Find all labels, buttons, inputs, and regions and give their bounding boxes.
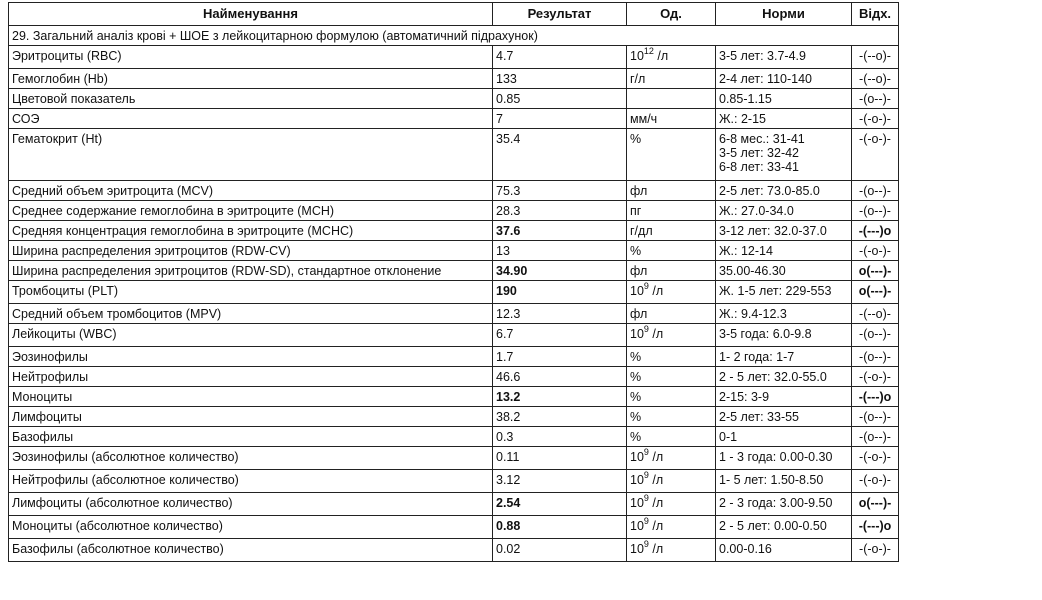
unit-tail: /л — [657, 49, 669, 63]
test-result: 46.6 — [493, 367, 627, 387]
test-name: Лимфоциты — [9, 407, 493, 427]
test-result: 75.3 — [493, 181, 627, 201]
test-unit — [627, 516, 716, 539]
test-norms — [716, 347, 852, 367]
test-unit — [627, 46, 716, 69]
test-name: Базофилы — [9, 427, 493, 447]
test-unit — [627, 539, 716, 562]
test-name: Моноциты — [9, 387, 493, 407]
test-result: 38.2 — [493, 407, 627, 427]
test-deviation: -(о--)- — [852, 427, 899, 447]
table-row — [9, 221, 899, 241]
norm-line: 0.85-1.15 — [719, 92, 772, 106]
test-name: СОЭ — [9, 109, 493, 129]
lab-results-table — [8, 2, 899, 562]
test-result: 35.4 — [493, 129, 627, 181]
test-deviation: -(-о-)- — [852, 367, 899, 387]
test-name: Средняя концентрация гемоглобина в эритроците (MCHC) — [9, 221, 493, 241]
table-row — [9, 427, 899, 447]
test-result: 13.2 — [493, 387, 627, 407]
norm-line: 3-12 лет: 32.0-37.0 — [719, 224, 827, 238]
table-row — [9, 347, 899, 367]
test-norms — [716, 69, 852, 89]
test-norms — [716, 221, 852, 241]
unit-base: 10 — [630, 49, 644, 63]
test-name: Средний объем эритроцита (MCV) — [9, 181, 493, 201]
test-deviation: -(о--)- — [852, 181, 899, 201]
table-row — [9, 181, 899, 201]
norm-line: 1- 5 лет: 1.50-8.50 — [719, 473, 824, 487]
header-unit: Од. — [627, 3, 716, 26]
table-row — [9, 69, 899, 89]
unit-base: 10 — [630, 542, 644, 556]
unit-tail: /л — [652, 473, 664, 487]
test-unit: г/л — [627, 69, 716, 89]
norm-line: 0-1 — [719, 430, 738, 444]
test-norms — [716, 427, 852, 447]
test-deviation: -(о--)- — [852, 324, 899, 347]
unit-exponent: 12 — [643, 45, 654, 56]
test-deviation: -(---)о — [852, 387, 899, 407]
test-result: 0.3 — [493, 427, 627, 447]
test-name: Базофилы (абсолютное количество) — [9, 539, 493, 562]
table-row — [9, 493, 899, 516]
norm-line: 3-5 года: 6.0-9.8 — [719, 327, 812, 341]
test-norms — [716, 89, 852, 109]
test-deviation: -(--о)- — [852, 46, 899, 69]
unit-base: 10 — [630, 496, 644, 510]
test-unit: % — [627, 241, 716, 261]
table-row — [9, 46, 899, 69]
test-norms — [716, 516, 852, 539]
test-deviation: -(--о)- — [852, 304, 899, 324]
test-result: 13 — [493, 241, 627, 261]
lab-results-document — [8, 2, 899, 562]
test-deviation: о(---)- — [852, 281, 899, 304]
norm-line: Ж.: 27.0-34.0 — [719, 204, 794, 218]
test-unit: мм/ч — [627, 109, 716, 129]
header-name: Найменування — [9, 3, 493, 26]
header-deviation: Відх. — [852, 3, 899, 26]
test-result: 7 — [493, 109, 627, 129]
table-row — [9, 281, 899, 304]
table-row — [9, 407, 899, 427]
norm-line: 2-5 лет: 33-55 — [719, 410, 800, 424]
test-result: 0.88 — [493, 516, 627, 539]
table-row — [9, 516, 899, 539]
test-norms — [716, 129, 852, 181]
test-name: Эозинофилы (абсолютное количество) — [9, 447, 493, 470]
test-norms — [716, 493, 852, 516]
test-norms — [716, 181, 852, 201]
test-norms — [716, 387, 852, 407]
test-name: Лимфоциты (абсолютное количество) — [9, 493, 493, 516]
test-name: Гематокрит (Ht) — [9, 129, 493, 181]
table-row — [9, 367, 899, 387]
table-row — [9, 470, 899, 493]
test-norms — [716, 539, 852, 562]
table-row — [9, 261, 899, 281]
test-name: Гемоглобин (Hb) — [9, 69, 493, 89]
norm-line: 1- 2 года: 1-7 — [719, 350, 795, 364]
section-row — [9, 26, 899, 46]
unit-exponent: 9 — [643, 446, 649, 457]
test-norms — [716, 304, 852, 324]
table-row — [9, 539, 899, 562]
test-name: Эозинофилы — [9, 347, 493, 367]
test-deviation: -(-о-)- — [852, 241, 899, 261]
table-row — [9, 89, 899, 109]
test-unit — [627, 470, 716, 493]
norm-line: 6-8 мес.: 31-41 — [719, 132, 805, 146]
unit-tail: /л — [652, 450, 664, 464]
test-result: 0.11 — [493, 447, 627, 470]
test-deviation: о(---)- — [852, 493, 899, 516]
norm-line: 2 - 3 года: 3.00-9.50 — [719, 496, 833, 510]
norm-line: 2-5 лет: 73.0-85.0 — [719, 184, 820, 198]
header-row — [9, 3, 899, 26]
header-norms: Норми — [716, 3, 852, 26]
test-result: 2.54 — [493, 493, 627, 516]
test-unit: фл — [627, 304, 716, 324]
test-unit — [627, 89, 716, 109]
unit-base: 10 — [630, 519, 644, 533]
norm-line: 2 - 5 лет: 0.00-0.50 — [719, 519, 827, 533]
norm-line: Ж.: 9.4-12.3 — [719, 307, 787, 321]
test-result: 133 — [493, 69, 627, 89]
test-deviation: -(---)о — [852, 516, 899, 539]
unit-exponent: 9 — [643, 469, 649, 480]
test-result: 190 — [493, 281, 627, 304]
unit-tail: /л — [652, 542, 664, 556]
test-norms — [716, 407, 852, 427]
unit-tail: /л — [652, 327, 664, 341]
unit-exponent: 9 — [643, 280, 649, 291]
unit-base: 10 — [630, 327, 644, 341]
test-unit: г/дл — [627, 221, 716, 241]
test-unit: фл — [627, 261, 716, 281]
table-row — [9, 109, 899, 129]
test-result: 0.85 — [493, 89, 627, 109]
table-row — [9, 201, 899, 221]
test-result: 0.02 — [493, 539, 627, 562]
norm-line: Ж. 1-5 лет: 229-553 — [719, 284, 832, 298]
test-deviation: -(о--)- — [852, 407, 899, 427]
table-row — [9, 304, 899, 324]
test-deviation: -(-о-)- — [852, 470, 899, 493]
test-result: 28.3 — [493, 201, 627, 221]
test-norms — [716, 470, 852, 493]
test-name: Лейкоциты (WBC) — [9, 324, 493, 347]
header-result: Результат — [493, 3, 627, 26]
test-unit — [627, 324, 716, 347]
test-name: Нейтрофилы — [9, 367, 493, 387]
table-row — [9, 387, 899, 407]
unit-exponent: 9 — [643, 515, 649, 526]
test-unit: пг — [627, 201, 716, 221]
norm-line: 2-4 лет: 110-140 — [719, 72, 812, 86]
test-deviation: -(о--)- — [852, 347, 899, 367]
norm-line: 6-8 лет: 33-41 — [719, 160, 800, 174]
test-norms — [716, 324, 852, 347]
test-unit: % — [627, 407, 716, 427]
unit-exponent: 9 — [643, 492, 649, 503]
test-deviation: -(-о-)- — [852, 447, 899, 470]
test-name: Эритроциты (RBC) — [9, 46, 493, 69]
test-deviation: -(-о-)- — [852, 539, 899, 562]
norm-line: Ж.: 12-14 — [719, 244, 773, 258]
test-norms — [716, 447, 852, 470]
table-row — [9, 241, 899, 261]
unit-base: 10 — [630, 473, 644, 487]
unit-exponent: 9 — [643, 538, 649, 549]
table-row — [9, 129, 899, 181]
unit-tail: /л — [652, 519, 664, 533]
test-unit — [627, 493, 716, 516]
test-unit: % — [627, 347, 716, 367]
norm-line: 2 - 5 лет: 32.0-55.0 — [719, 370, 827, 384]
test-name: Нейтрофилы (абсолютное количество) — [9, 470, 493, 493]
test-norms — [716, 201, 852, 221]
norm-line: 2-15: 3-9 — [719, 390, 770, 404]
results-body — [9, 26, 899, 562]
unit-tail: /л — [652, 284, 664, 298]
norm-line: 35.00-46.30 — [719, 264, 786, 278]
section-title: 29. Загальний аналіз крові + ШОЕ з лейкоцитарною формулою (автоматичний підрахунок) — [9, 26, 899, 46]
test-name: Средний объем тромбоцитов (MPV) — [9, 304, 493, 324]
test-name: Ширина распределения эритроцитов (RDW-CV) — [9, 241, 493, 261]
unit-base: 10 — [630, 284, 644, 298]
test-deviation: -(--о)- — [852, 69, 899, 89]
test-deviation: -(---)о — [852, 221, 899, 241]
test-deviation: -(-о-)- — [852, 129, 899, 181]
test-deviation: -(о--)- — [852, 89, 899, 109]
test-norms — [716, 367, 852, 387]
norm-line: 0.00-0.16 — [719, 542, 772, 556]
norm-line: 3-5 лет: 32-42 — [719, 146, 800, 160]
test-result: 37.6 — [493, 221, 627, 241]
norm-line: 3-5 лет: 3.7-4.9 — [719, 49, 806, 63]
test-name: Моноциты (абсолютное количество) — [9, 516, 493, 539]
test-result: 6.7 — [493, 324, 627, 347]
unit-base: 10 — [630, 450, 644, 464]
test-norms — [716, 281, 852, 304]
test-deviation: -(-о-)- — [852, 109, 899, 129]
test-unit: % — [627, 367, 716, 387]
table-row — [9, 324, 899, 347]
test-name: Среднее содержание гемоглобина в эритроците (MCH) — [9, 201, 493, 221]
test-name: Тромбоциты (PLT) — [9, 281, 493, 304]
test-result: 4.7 — [493, 46, 627, 69]
unit-exponent: 9 — [643, 323, 649, 334]
unit-tail: /л — [652, 496, 664, 510]
norm-line: Ж.: 2-15 — [719, 112, 766, 126]
test-unit: % — [627, 129, 716, 181]
test-deviation: -(о--)- — [852, 201, 899, 221]
test-norms — [716, 109, 852, 129]
test-result: 12.3 — [493, 304, 627, 324]
test-unit: % — [627, 427, 716, 447]
test-result: 34.90 — [493, 261, 627, 281]
test-unit: % — [627, 387, 716, 407]
test-unit — [627, 447, 716, 470]
test-deviation: о(---)- — [852, 261, 899, 281]
test-name: Ширина распределения эритроцитов (RDW-SD), стандартное отклонение — [9, 261, 493, 281]
test-norms — [716, 241, 852, 261]
test-norms — [716, 46, 852, 69]
test-norms — [716, 261, 852, 281]
test-unit — [627, 281, 716, 304]
test-result: 1.7 — [493, 347, 627, 367]
test-name: Цветовой показатель — [9, 89, 493, 109]
test-result: 3.12 — [493, 470, 627, 493]
norm-line: 1 - 3 года: 0.00-0.30 — [719, 450, 833, 464]
table-row — [9, 447, 899, 470]
test-unit: фл — [627, 181, 716, 201]
